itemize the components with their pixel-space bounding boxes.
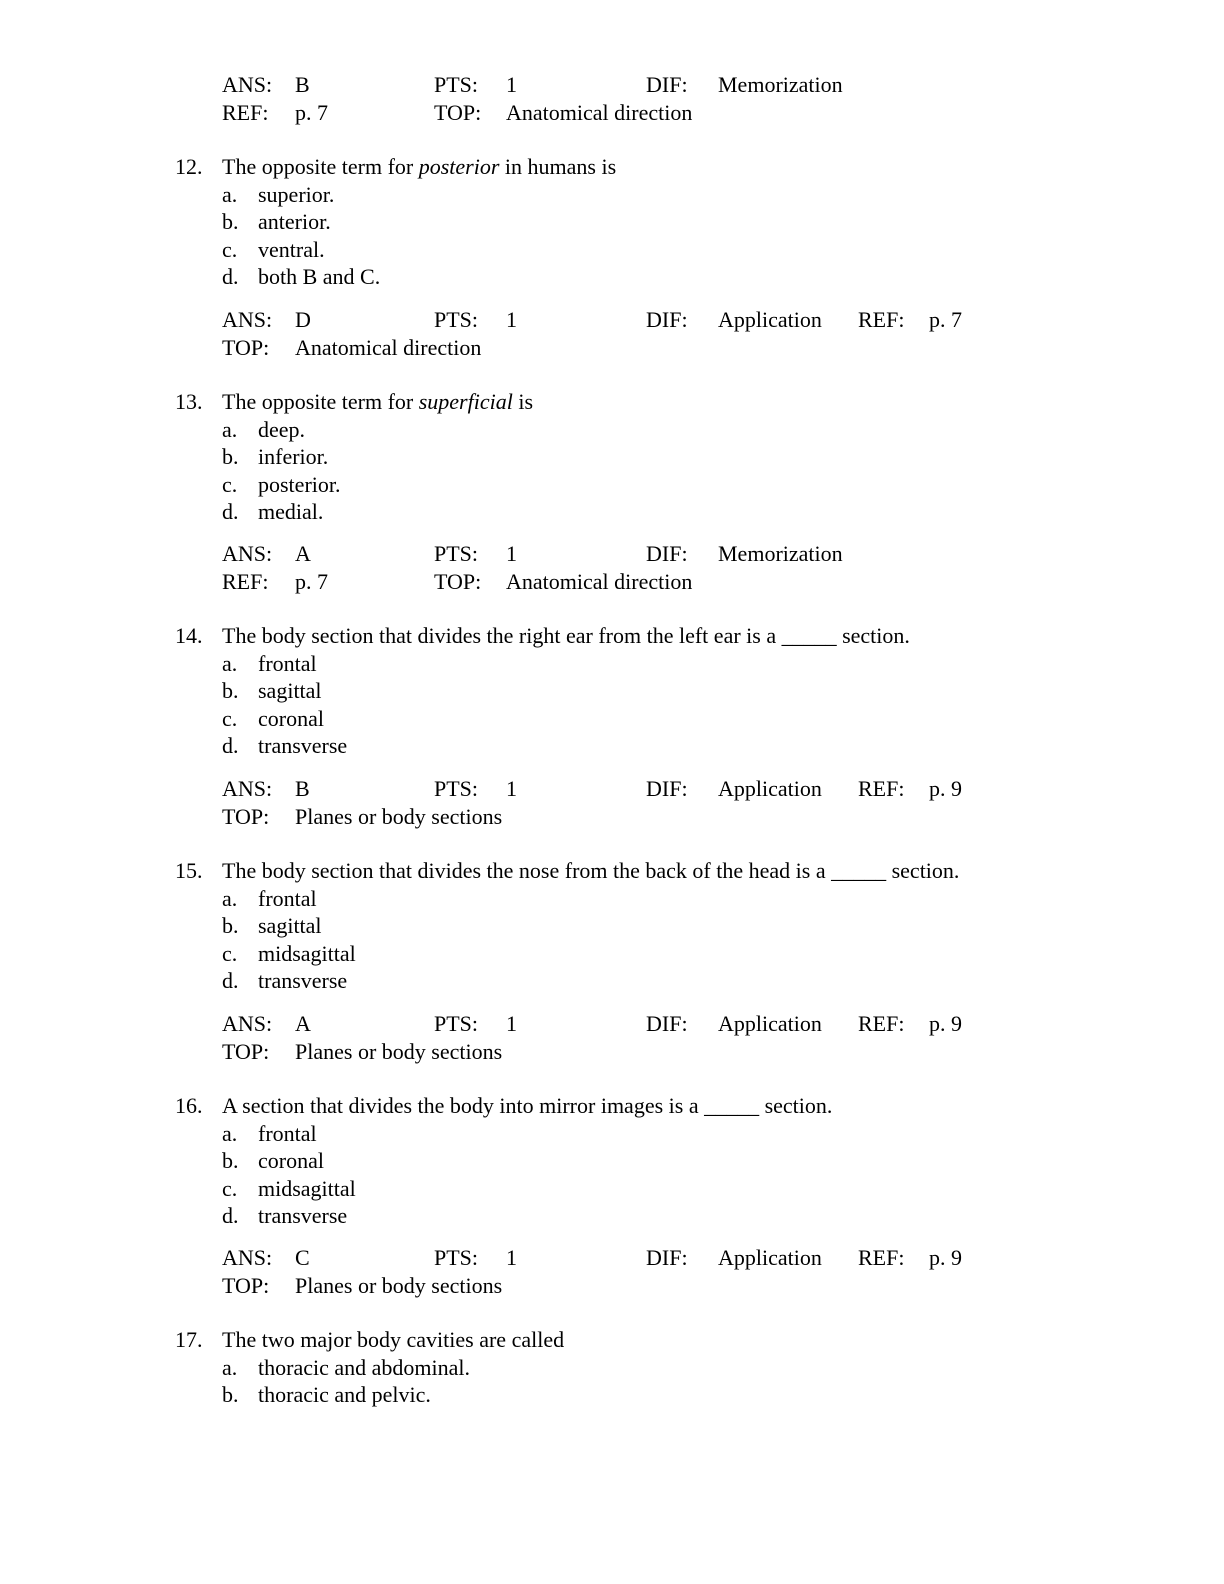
option-text: transverse	[258, 1203, 348, 1228]
option-text: midsagittal	[258, 1176, 356, 1201]
option-text: superior.	[258, 182, 335, 207]
question-number: 17.	[175, 1327, 203, 1352]
option-letter: b.	[222, 1148, 239, 1173]
option-text: ventral.	[258, 237, 325, 262]
option-letter: d.	[222, 733, 239, 758]
pts-label: PTS:	[434, 72, 479, 97]
dif-label: DIF:	[646, 776, 688, 801]
question-stem	[222, 388, 533, 416]
question-number: 15.	[175, 858, 203, 883]
pts-label: PTS:	[434, 307, 479, 332]
option-letter: a.	[222, 1355, 238, 1380]
option-text: deep.	[258, 417, 306, 442]
question-number: 13.	[175, 389, 203, 414]
pts-label: PTS:	[434, 1011, 479, 1036]
ans-label: ANS:	[222, 1011, 273, 1036]
ref-label: REF:	[222, 100, 269, 125]
option-text: sagittal	[258, 913, 322, 938]
option-letter: d.	[222, 499, 239, 524]
question-stem: A section that divides the body into mirror images is a _____ section.	[222, 1093, 833, 1118]
option-letter: a.	[222, 417, 238, 442]
top-label: TOP:	[222, 804, 270, 829]
stem-text-before: The opposite term for	[222, 154, 419, 179]
ref-label: REF:	[222, 569, 269, 594]
option-text: coronal	[258, 706, 324, 731]
option-text: both B and C.	[258, 264, 381, 289]
dif-value: Memorization	[718, 72, 843, 97]
option-text: frontal	[258, 651, 317, 676]
ref-value: p. 7	[295, 569, 328, 594]
option-letter: a.	[222, 886, 238, 911]
pts-value: 1	[506, 541, 517, 566]
option-text: transverse	[258, 733, 348, 758]
ans-label: ANS:	[222, 541, 273, 566]
option-letter: b.	[222, 209, 239, 234]
option-letter: c.	[222, 1176, 238, 1201]
stem-italic-term: posterior	[418, 154, 500, 179]
option-text: frontal	[258, 886, 317, 911]
option-text: inferior.	[258, 444, 329, 469]
option-text: transverse	[258, 968, 348, 993]
top-value: Planes or body sections	[295, 1273, 503, 1298]
ref-label: REF:	[858, 1245, 905, 1270]
stem-text-before: The opposite term for	[222, 389, 419, 414]
dif-value: Application	[718, 307, 822, 332]
top-value: Planes or body sections	[295, 804, 503, 829]
option-text: midsagittal	[258, 941, 356, 966]
option-text: anterior.	[258, 209, 331, 234]
ref-value: p. 7	[929, 307, 962, 332]
dif-label: DIF:	[646, 307, 688, 332]
ans-value: A	[295, 1011, 311, 1036]
option-text: medial.	[258, 499, 324, 524]
pts-value: 1	[506, 72, 517, 97]
ans-label: ANS:	[222, 776, 273, 801]
question-stem: The body section that divides the right ear from the left ear is a _____ section.	[222, 623, 910, 648]
option-letter: c.	[222, 706, 238, 731]
dif-label: DIF:	[646, 72, 688, 97]
stem-text-after: is	[512, 389, 534, 414]
top-label: TOP:	[222, 335, 270, 360]
ans-value: B	[295, 72, 310, 97]
option-letter: d.	[222, 1203, 239, 1228]
option-letter: c.	[222, 237, 238, 262]
option-letter: a.	[222, 1121, 238, 1146]
option-letter: c.	[222, 941, 238, 966]
option-letter: c.	[222, 472, 238, 497]
pts-value: 1	[506, 1011, 517, 1036]
question-stem	[222, 153, 616, 181]
top-value: Anatomical direction	[506, 569, 693, 594]
option-letter: b.	[222, 913, 239, 938]
dif-label: DIF:	[646, 1011, 688, 1036]
question-number: 16.	[175, 1093, 203, 1118]
dif-value: Memorization	[718, 541, 843, 566]
dif-label: DIF:	[646, 541, 688, 566]
ans-value: B	[295, 776, 310, 801]
top-label: TOP:	[434, 569, 482, 594]
option-text: thoracic and abdominal.	[258, 1355, 470, 1380]
ref-value: p. 9	[929, 1245, 962, 1270]
ref-value: p. 7	[295, 100, 328, 125]
ans-value: A	[295, 541, 311, 566]
top-value: Anatomical direction	[295, 335, 482, 360]
option-text: thoracic and pelvic.	[258, 1382, 431, 1407]
option-letter: b.	[222, 444, 239, 469]
top-value: Planes or body sections	[295, 1039, 503, 1064]
ref-label: REF:	[858, 307, 905, 332]
pts-value: 1	[506, 307, 517, 332]
option-letter: b.	[222, 1382, 239, 1407]
option-letter: d.	[222, 264, 239, 289]
option-text: posterior.	[258, 472, 341, 497]
option-text: coronal	[258, 1148, 324, 1173]
pts-value: 1	[506, 1245, 517, 1270]
ans-label: ANS:	[222, 307, 273, 332]
ans-label: ANS:	[222, 1245, 273, 1270]
top-value: Anatomical direction	[506, 100, 693, 125]
pts-label: PTS:	[434, 1245, 479, 1270]
option-text: sagittal	[258, 678, 322, 703]
dif-value: Application	[718, 776, 822, 801]
stem-italic-term: superficial	[418, 389, 513, 414]
option-letter: d.	[222, 968, 239, 993]
stem-text-after: in humans is	[499, 154, 617, 179]
option-letter: a.	[222, 651, 238, 676]
pts-label: PTS:	[434, 541, 479, 566]
top-label: TOP:	[434, 100, 482, 125]
question-number: 14.	[175, 623, 203, 648]
option-text: frontal	[258, 1121, 317, 1146]
dif-value: Application	[718, 1245, 822, 1270]
ans-label: ANS:	[222, 72, 273, 97]
question-stem: The two major body cavities are called	[222, 1327, 565, 1352]
top-label: TOP:	[222, 1273, 270, 1298]
dif-label: DIF:	[646, 1245, 688, 1270]
question-stem: The body section that divides the nose from the back of the head is a _____ section.	[222, 858, 960, 883]
top-label: TOP:	[222, 1039, 270, 1064]
option-letter: a.	[222, 182, 238, 207]
ref-value: p. 9	[929, 1011, 962, 1036]
ref-label: REF:	[858, 776, 905, 801]
ans-value: C	[295, 1245, 310, 1270]
ref-label: REF:	[858, 1011, 905, 1036]
ans-value: D	[295, 307, 311, 332]
pts-value: 1	[506, 776, 517, 801]
pts-label: PTS:	[434, 776, 479, 801]
question-number: 12.	[175, 154, 203, 179]
dif-value: Application	[718, 1011, 822, 1036]
ref-value: p. 9	[929, 776, 962, 801]
option-letter: b.	[222, 678, 239, 703]
